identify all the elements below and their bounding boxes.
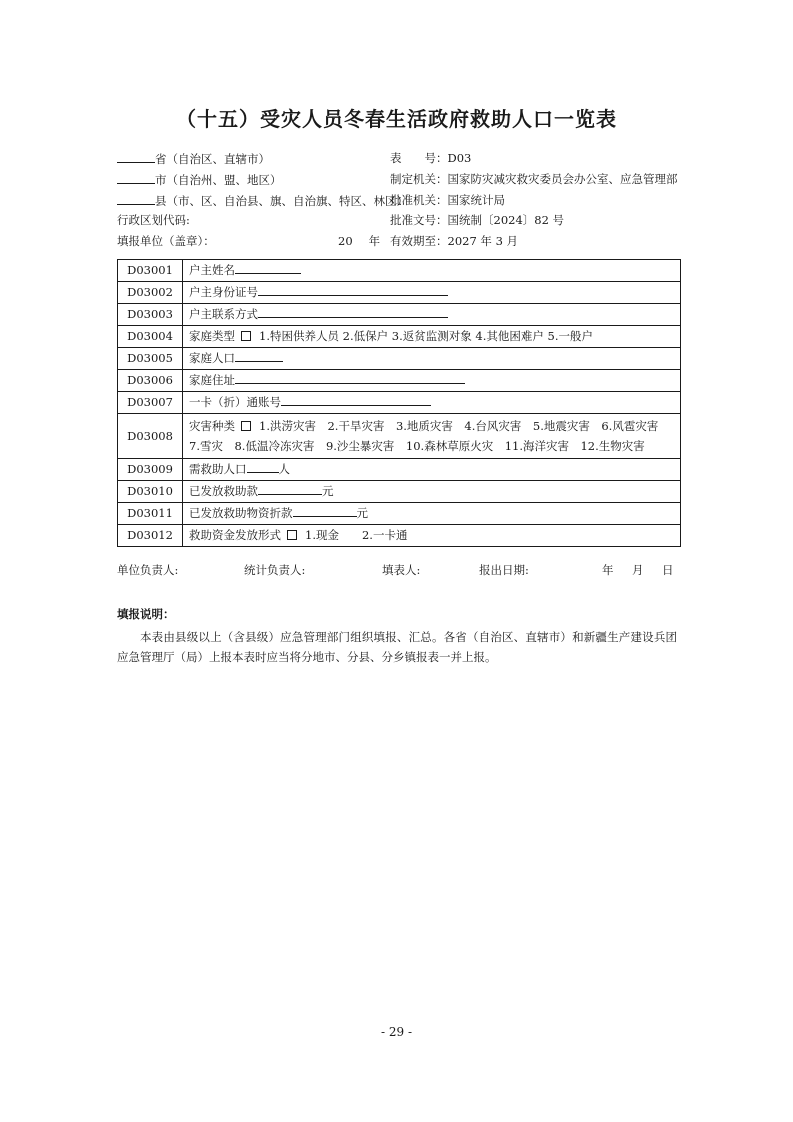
head-id-label: 户主身份证号 (189, 285, 258, 299)
relief-goods-field[interactable] (293, 505, 357, 517)
address-field[interactable] (235, 372, 465, 384)
header-issuing-authority: 制定机关：国家防灾减灾救灾委员会办公室、应急管理部 (390, 172, 678, 186)
header-year-suffix: 年 (368, 234, 381, 248)
report-date-label: 报出日期: (479, 563, 529, 577)
report-year-label: 年 (602, 563, 614, 577)
family-type-checkbox[interactable] (241, 331, 251, 341)
row-code: D03012 (118, 525, 183, 547)
table-row (118, 525, 681, 547)
filler-label: 填表人: (382, 563, 421, 577)
header-county (117, 194, 408, 208)
row-content (183, 260, 681, 282)
row-code: D03011 (118, 503, 183, 525)
row-content (183, 392, 681, 414)
family-size-label: 家庭人口 (189, 351, 235, 365)
row-code: D03006 (118, 370, 183, 392)
province-blank[interactable] (117, 152, 155, 163)
table-row (118, 348, 681, 370)
row-content (183, 370, 681, 392)
relief-funds-field[interactable] (258, 483, 322, 495)
row-content (183, 348, 681, 370)
table-row (118, 260, 681, 282)
header-year-prefix: 20 (338, 234, 353, 248)
relief-population-field[interactable] (247, 461, 279, 473)
county-blank[interactable] (117, 194, 155, 205)
relief-population-label: 需救助人口 (189, 462, 247, 476)
notes-title: 填报说明： (117, 607, 175, 621)
payment-form-label: 救助资金发放形式 (189, 528, 281, 542)
table-row (118, 459, 681, 481)
table-row (118, 414, 681, 459)
row-content (183, 414, 681, 459)
table-row (118, 326, 681, 348)
report-month-label: 月 (632, 563, 644, 577)
row-content (183, 525, 681, 547)
row-code: D03002 (118, 282, 183, 304)
page-title: （十五）受灾人员冬春生活政府救助人口一览表 (176, 107, 617, 131)
header-province-label: 省（自治区、直辖市） (155, 152, 270, 166)
payment-form-checkbox[interactable] (287, 530, 297, 540)
row-content (183, 326, 681, 348)
report-day-label: 日 (662, 563, 674, 577)
row-content (183, 459, 681, 481)
table-row (118, 304, 681, 326)
relief-goods-unit: 元 (356, 506, 368, 520)
relief-funds-unit: 元 (322, 484, 334, 498)
disaster-type-label: 灾害种类 (189, 419, 235, 433)
row-content (183, 282, 681, 304)
head-id-field[interactable] (258, 284, 448, 296)
table-row (118, 370, 681, 392)
table-row (118, 392, 681, 414)
family-type-label: 家庭类型 (189, 329, 235, 343)
header-year (338, 235, 380, 248)
header-city-label: 市（自治州、盟、地区） (155, 173, 282, 187)
family-type-options: 1.特困供养人员 2.低保户 3.返贫监测对象 4.其他困难户 5.一般户 (259, 329, 593, 343)
header-province (117, 152, 270, 166)
head-name-field[interactable] (235, 262, 301, 274)
family-size-field[interactable] (235, 350, 283, 362)
page-number: - 29 - (380, 1025, 412, 1039)
row-content (183, 503, 681, 525)
head-contact-field[interactable] (258, 306, 448, 318)
head-name-label: 户主姓名 (189, 263, 235, 277)
row-code: D03008 (118, 414, 183, 459)
payment-form-options: 1.现金 2.一卡通 (305, 528, 408, 542)
header-region-code: 行政区划代码: (117, 213, 190, 227)
row-code: D03005 (118, 348, 183, 370)
header-county-label: 县（市、区、自治县、旗、自治旗、特区、林区） (155, 194, 408, 208)
row-code: D03001 (118, 260, 183, 282)
row-code: D03009 (118, 459, 183, 481)
header-city (117, 173, 282, 187)
row-code: D03003 (118, 304, 183, 326)
row-code: D03004 (118, 326, 183, 348)
relief-goods-label: 已发放救助物资折款 (189, 506, 293, 520)
head-contact-label: 户主联系方式 (189, 307, 258, 321)
row-code: D03007 (118, 392, 183, 414)
table-row (118, 282, 681, 304)
relief-funds-label: 已发放救助款 (189, 484, 258, 498)
city-blank[interactable] (117, 173, 155, 184)
notes-body: 本表由县级以上（含县级）应急管理部门组织填报、汇总。各省（自治区、直辖市）和新疆生产建设兵团应急管理厅（局）上报本表时应当将分地市、分县、分乡镇报表一并上报。 (117, 630, 677, 664)
address-label: 家庭住址 (189, 373, 235, 387)
account-label: 一卡（折）通账号 (189, 395, 281, 409)
header-approval-number: 批准文号：国统制〔2024〕82 号 (390, 213, 565, 227)
header-approving-authority: 批准机关：国家统计局 (390, 193, 505, 207)
stat-head-label: 统计负责人: (244, 563, 306, 577)
header-form-number: 表 号：D03 (390, 151, 472, 165)
disaster-type-checkbox[interactable] (241, 421, 251, 431)
row-content (183, 481, 681, 503)
relief-form-table (117, 259, 681, 547)
row-code: D03010 (118, 481, 183, 503)
row-content (183, 304, 681, 326)
account-field[interactable] (281, 394, 431, 406)
disaster-type-options: 1.洪涝灾害 2.干旱灾害 3.地质灾害 4.台风灾害 5.地震灾害 6.风雹灾害 7.雪灾 8.低温冷冻灾害 9.沙尘暴灾害 10.森林草原火灾 11.海洋灾害 12.生物灾害 (189, 419, 670, 453)
header-filing-unit: 填报单位（盖章）： (117, 234, 215, 248)
table-row (118, 503, 681, 525)
relief-population-unit: 人 (278, 462, 290, 476)
unit-head-label: 单位负责人: (117, 563, 179, 577)
header-valid-until: 有效期至：2027 年 3 月 (390, 234, 519, 248)
table-row (118, 481, 681, 503)
